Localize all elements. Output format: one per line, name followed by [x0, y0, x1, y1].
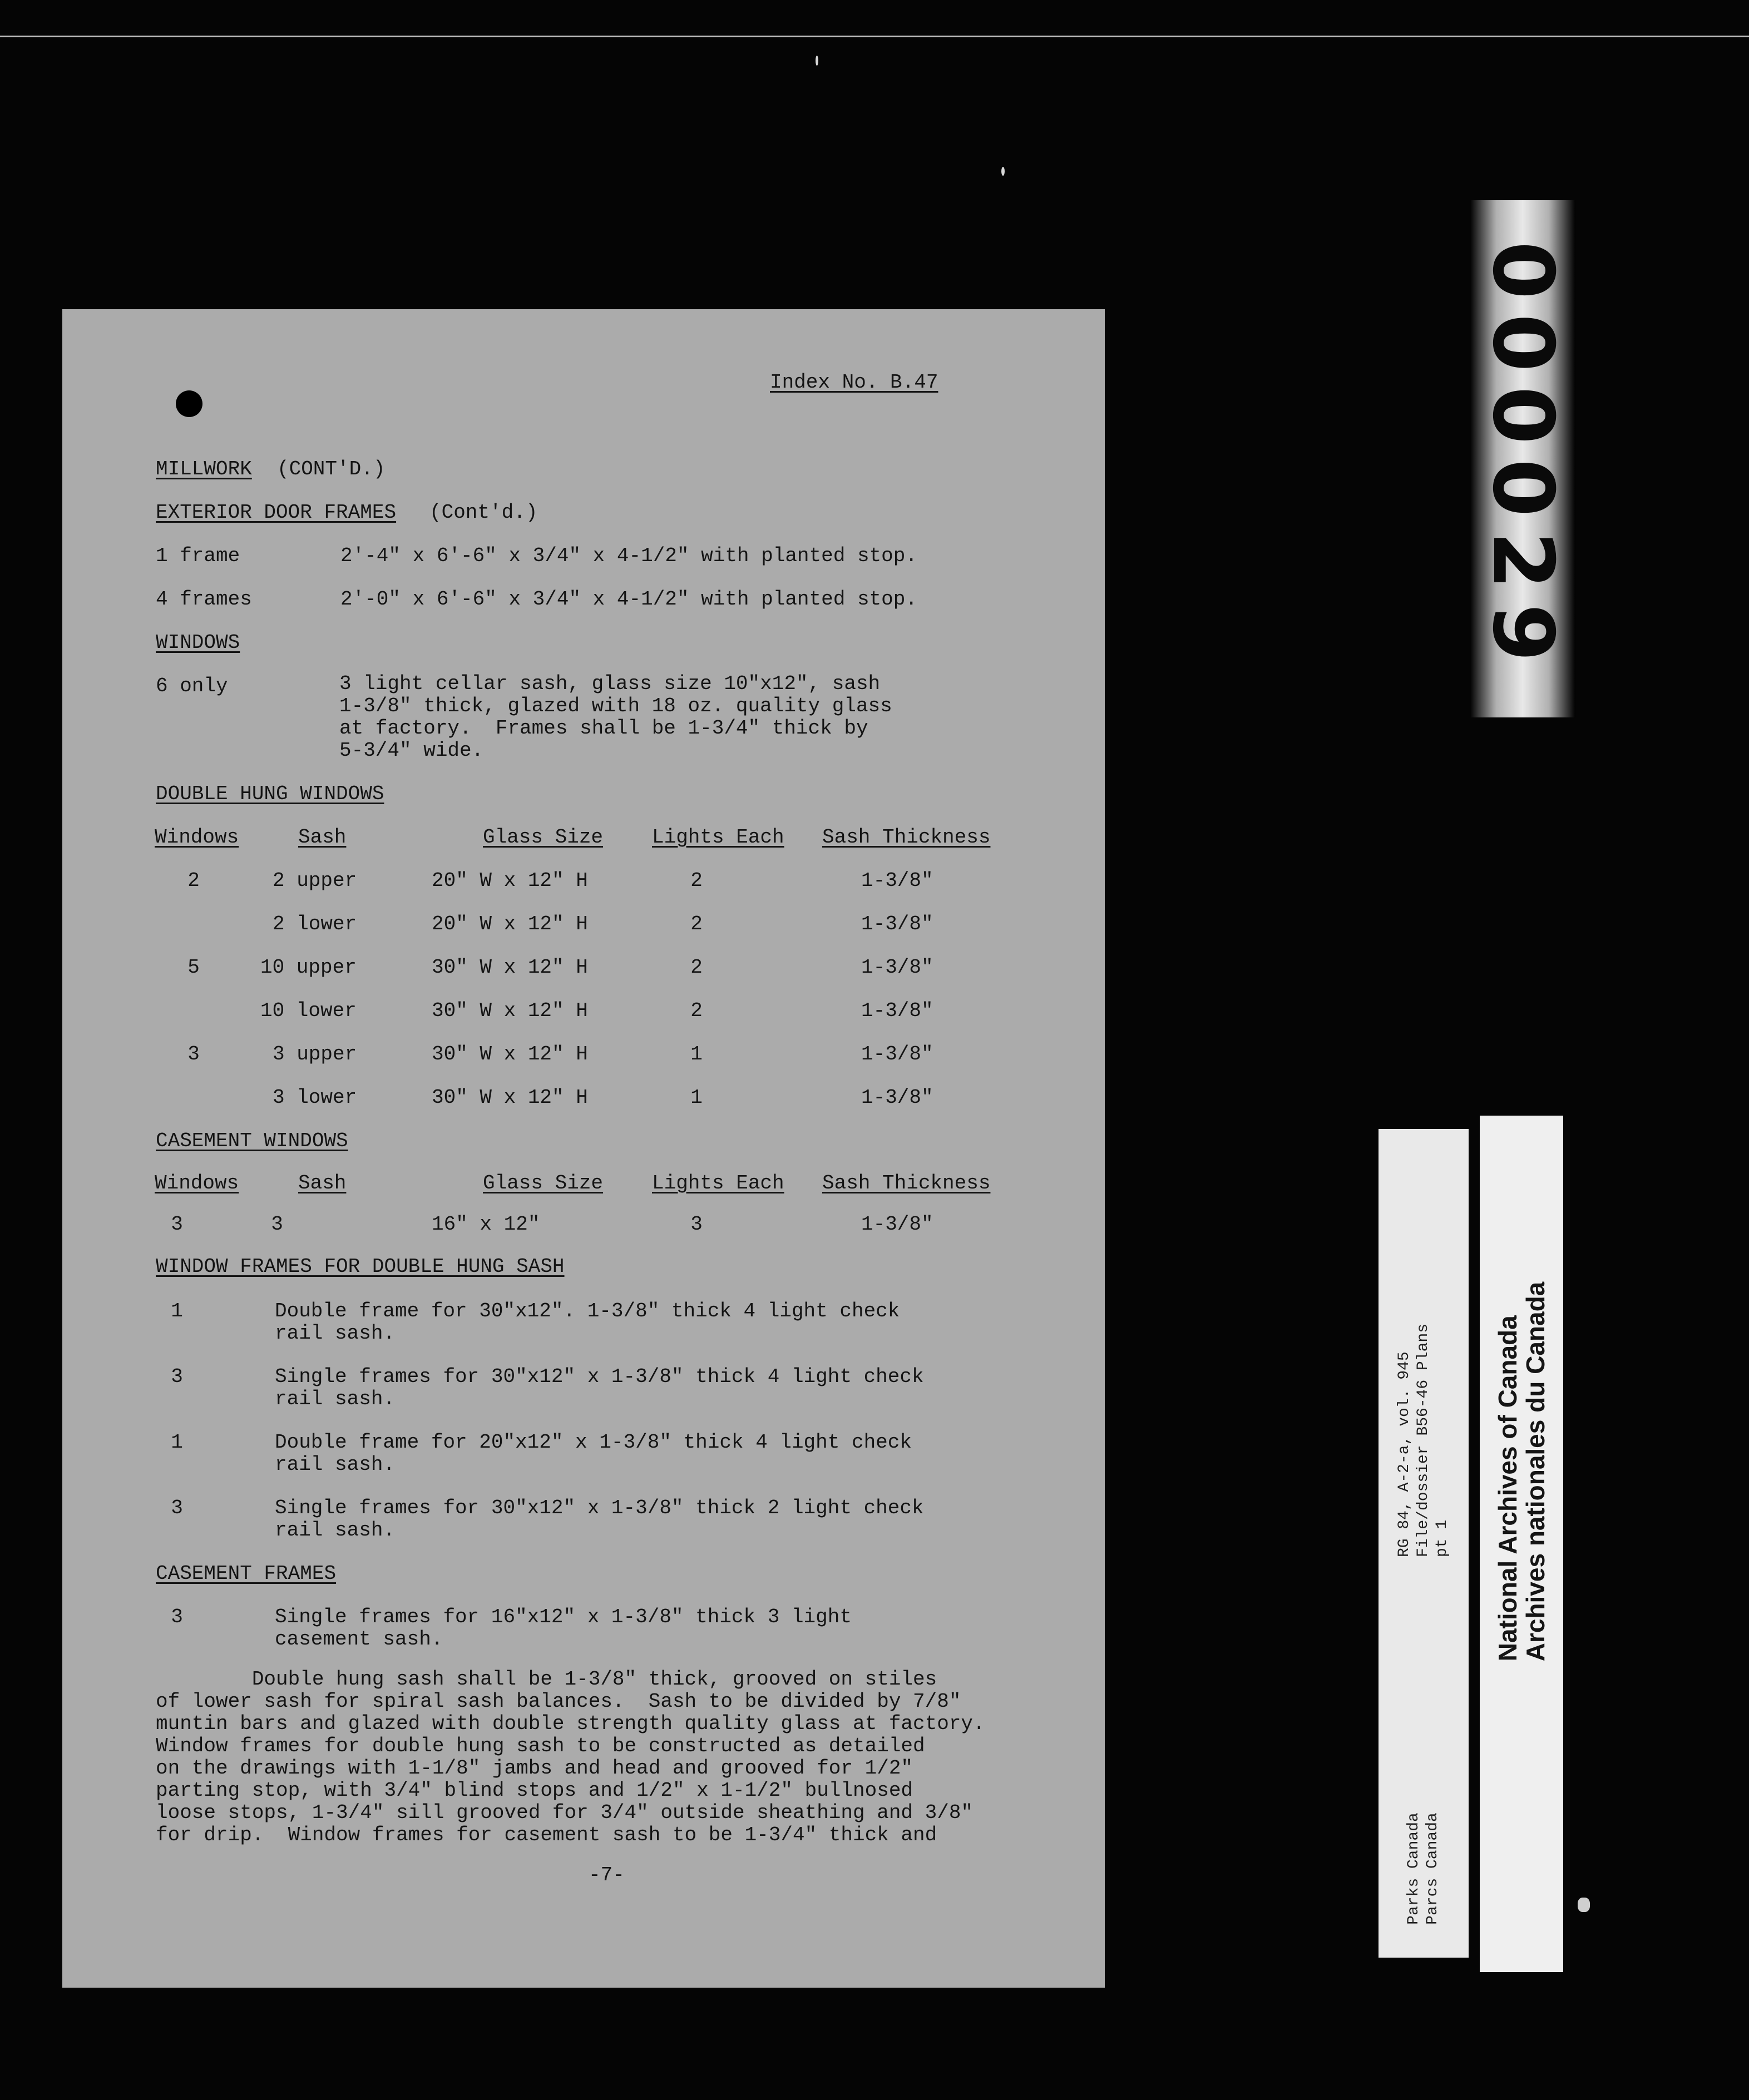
cf-line: casement sash. [275, 1628, 443, 1651]
heading-millwork: MILLWORK [156, 458, 252, 481]
dh-header-glass-size: Glass Size [483, 826, 604, 849]
heading-double-hung-windows: DOUBLE HUNG WINDOWS [156, 782, 384, 805]
dh-cell-lights: 2 [690, 913, 703, 935]
dh-header-lights-each: Lights Each [652, 826, 784, 849]
dh-cell-windows: 5 [187, 956, 200, 979]
ext-door-qty: 1 frame [156, 544, 240, 567]
wf-line: rail sash. [275, 1322, 396, 1345]
cw-cell-lights: 3 [690, 1213, 703, 1236]
paragraph-line: parting stop, with 3/4" blind stops and 1/2" x 1-1/2" bullnosed [156, 1779, 913, 1802]
dh-cell-sash: 10 lower [260, 999, 357, 1022]
wf-line: Double frame for 20"x12" x 1-3/8" thick 4 light check [275, 1431, 912, 1454]
dh-cell-thickness: 1-3/8" [861, 1086, 933, 1109]
cf-line: Single frames for 16"x12" x 1-3/8" thick 3 light [275, 1606, 852, 1628]
cw-header-glass-size: Glass Size [483, 1172, 604, 1195]
dh-cell-lights: 2 [690, 869, 703, 892]
heading-casement-frames: CASEMENT FRAMES [156, 1562, 337, 1585]
dh-cell-glass: 30" W x 12" H [432, 956, 588, 979]
archives-fr: Archives nationales du Canada [1521, 1281, 1550, 1662]
cw-header-sash-thickness: Sash Thickness [822, 1172, 991, 1195]
cw-cell-sash: 3 [271, 1213, 283, 1236]
parks-fr: Parcs Canada [1424, 1812, 1441, 1925]
dh-cell-sash: 3 lower [273, 1086, 357, 1109]
dust-speck [816, 56, 818, 66]
cw-header-lights-each: Lights Each [652, 1172, 784, 1195]
paragraph-line: loose stops, 1-3/4" sill grooved for 3/4" outside sheathing and 3/8" [156, 1801, 974, 1824]
ext-door-qty: 4 frames [156, 588, 252, 611]
dh-cell-glass: 30" W x 12" H [432, 999, 588, 1022]
dh-cell-thickness: 1-3/8" [861, 956, 933, 979]
ext-door-desc: 2'-0" x 6'-6" x 3/4" x 4-1/2" with planted stop. [340, 588, 917, 611]
wf-line: rail sash. [275, 1388, 396, 1410]
heading-exterior-door-suffix: (Cont'd.) [429, 501, 538, 524]
dh-cell-sash: 2 upper [273, 869, 357, 892]
cf-qty: 3 [171, 1606, 183, 1628]
paragraph-line: of lower sash for spiral sash balances. Sash to be divided by 7/8" [156, 1690, 961, 1713]
windows-line: 5-3/4" wide. [339, 739, 484, 762]
reference-line: pt 1 [1434, 1519, 1451, 1558]
paragraph-line: on the drawings with 1-1/8" jambs and head and grooved for 1/2" [156, 1757, 913, 1780]
reference-line: File/dossier B56-46 Plans [1415, 1323, 1432, 1558]
heading-windows: WINDOWS [156, 631, 240, 654]
windows-qty: 6 only [156, 675, 228, 697]
dh-cell-glass: 20" W x 12" H [432, 913, 588, 935]
dh-cell-windows: 2 [187, 869, 200, 892]
dh-cell-thickness: 1-3/8" [861, 999, 933, 1022]
document-page [62, 309, 1105, 1988]
dh-cell-glass: 20" W x 12" H [432, 869, 588, 892]
scanner-top-edge [0, 36, 1749, 37]
cw-header-windows: Windows [155, 1172, 239, 1195]
paragraph-line: Double hung sash shall be 1-3/8" thick, grooved on stiles [156, 1668, 937, 1691]
dh-cell-glass: 30" W x 12" H [432, 1086, 588, 1109]
parks-canada-text [1405, 1812, 1442, 1925]
reference-line: RG 84, A-2-a, vol. 945 [1396, 1351, 1413, 1558]
page-number: -7- [589, 1864, 625, 1886]
wf-qty: 1 [171, 1431, 183, 1454]
archives-text [1494, 1282, 1549, 1662]
cw-cell-windows: 3 [171, 1213, 183, 1236]
frame-number-stamp [1470, 200, 1575, 717]
dh-cell-thickness: 1-3/8" [861, 869, 933, 892]
frame-number: 000029 [1474, 241, 1571, 677]
archives-en: National Archives of Canada [1493, 1315, 1522, 1662]
dh-cell-lights: 2 [690, 999, 703, 1022]
scan-mark [1578, 1898, 1590, 1912]
dust-speck [1001, 167, 1005, 176]
paragraph-line: Window frames for double hung sash to be constructed as detailed [156, 1735, 925, 1757]
windows-line: 3 light cellar sash, glass size 10"x12", sash [339, 672, 881, 695]
paragraph-line: muntin bars and glazed with double strength quality glass at factory. [156, 1712, 985, 1735]
windows-line: at factory. Frames shall be 1-3/4" thick by [339, 717, 868, 740]
wf-qty: 3 [171, 1497, 183, 1519]
dh-cell-lights: 2 [690, 956, 703, 979]
wf-line: Single frames for 30"x12" x 1-3/8" thick 2 light check [275, 1497, 924, 1519]
heading-casement-windows: CASEMENT WINDOWS [156, 1130, 348, 1152]
ext-door-desc: 2'-4" x 6'-6" x 3/4" x 4-1/2" with planted stop. [340, 544, 917, 567]
heading-exterior-door-frames: EXTERIOR DOOR FRAMES [156, 501, 397, 524]
paragraph-line: for drip. Window frames for casement sash to be 1-3/4" thick and [156, 1824, 937, 1846]
dh-cell-sash: 10 upper [260, 956, 357, 979]
dh-cell-thickness: 1-3/8" [861, 1043, 933, 1066]
wf-qty: 3 [171, 1365, 183, 1388]
cw-cell-glass: 16" x 12" [432, 1213, 540, 1236]
cw-cell-thickness: 1-3/8" [861, 1213, 933, 1236]
dh-cell-lights: 1 [690, 1043, 703, 1066]
dh-cell-sash: 3 upper [273, 1043, 357, 1066]
wf-line: Double frame for 30"x12". 1-3/8" thick 4 light check [275, 1300, 900, 1323]
dh-header-sash: Sash [298, 826, 347, 849]
punch-hole [176, 390, 202, 417]
heading-millwork-suffix: (CONT'D.) [277, 458, 386, 481]
index-number: Index No. B.47 [770, 371, 938, 394]
reference-label [1379, 1129, 1469, 1958]
dh-header-sash-thickness: Sash Thickness [822, 826, 991, 849]
dh-header-windows: Windows [155, 826, 239, 849]
reference-text [1395, 1324, 1452, 1557]
parks-en: Parks Canada [1405, 1812, 1422, 1925]
wf-line: Single frames for 30"x12" x 1-3/8" thick 4 light check [275, 1365, 924, 1388]
dh-cell-glass: 30" W x 12" H [432, 1043, 588, 1066]
windows-line: 1-3/8" thick, glazed with 18 oz. quality glass [339, 695, 892, 717]
wf-line: rail sash. [275, 1453, 396, 1476]
dh-cell-thickness: 1-3/8" [861, 913, 933, 935]
wf-qty: 1 [171, 1300, 183, 1323]
dh-cell-lights: 1 [690, 1086, 703, 1109]
dh-cell-windows: 3 [187, 1043, 200, 1066]
wf-line: rail sash. [275, 1519, 396, 1542]
dh-cell-sash: 2 lower [273, 913, 357, 935]
cw-header-sash: Sash [298, 1172, 347, 1195]
archives-label [1480, 1116, 1563, 1972]
heading-window-frames: WINDOW FRAMES FOR DOUBLE HUNG SASH [156, 1255, 565, 1278]
